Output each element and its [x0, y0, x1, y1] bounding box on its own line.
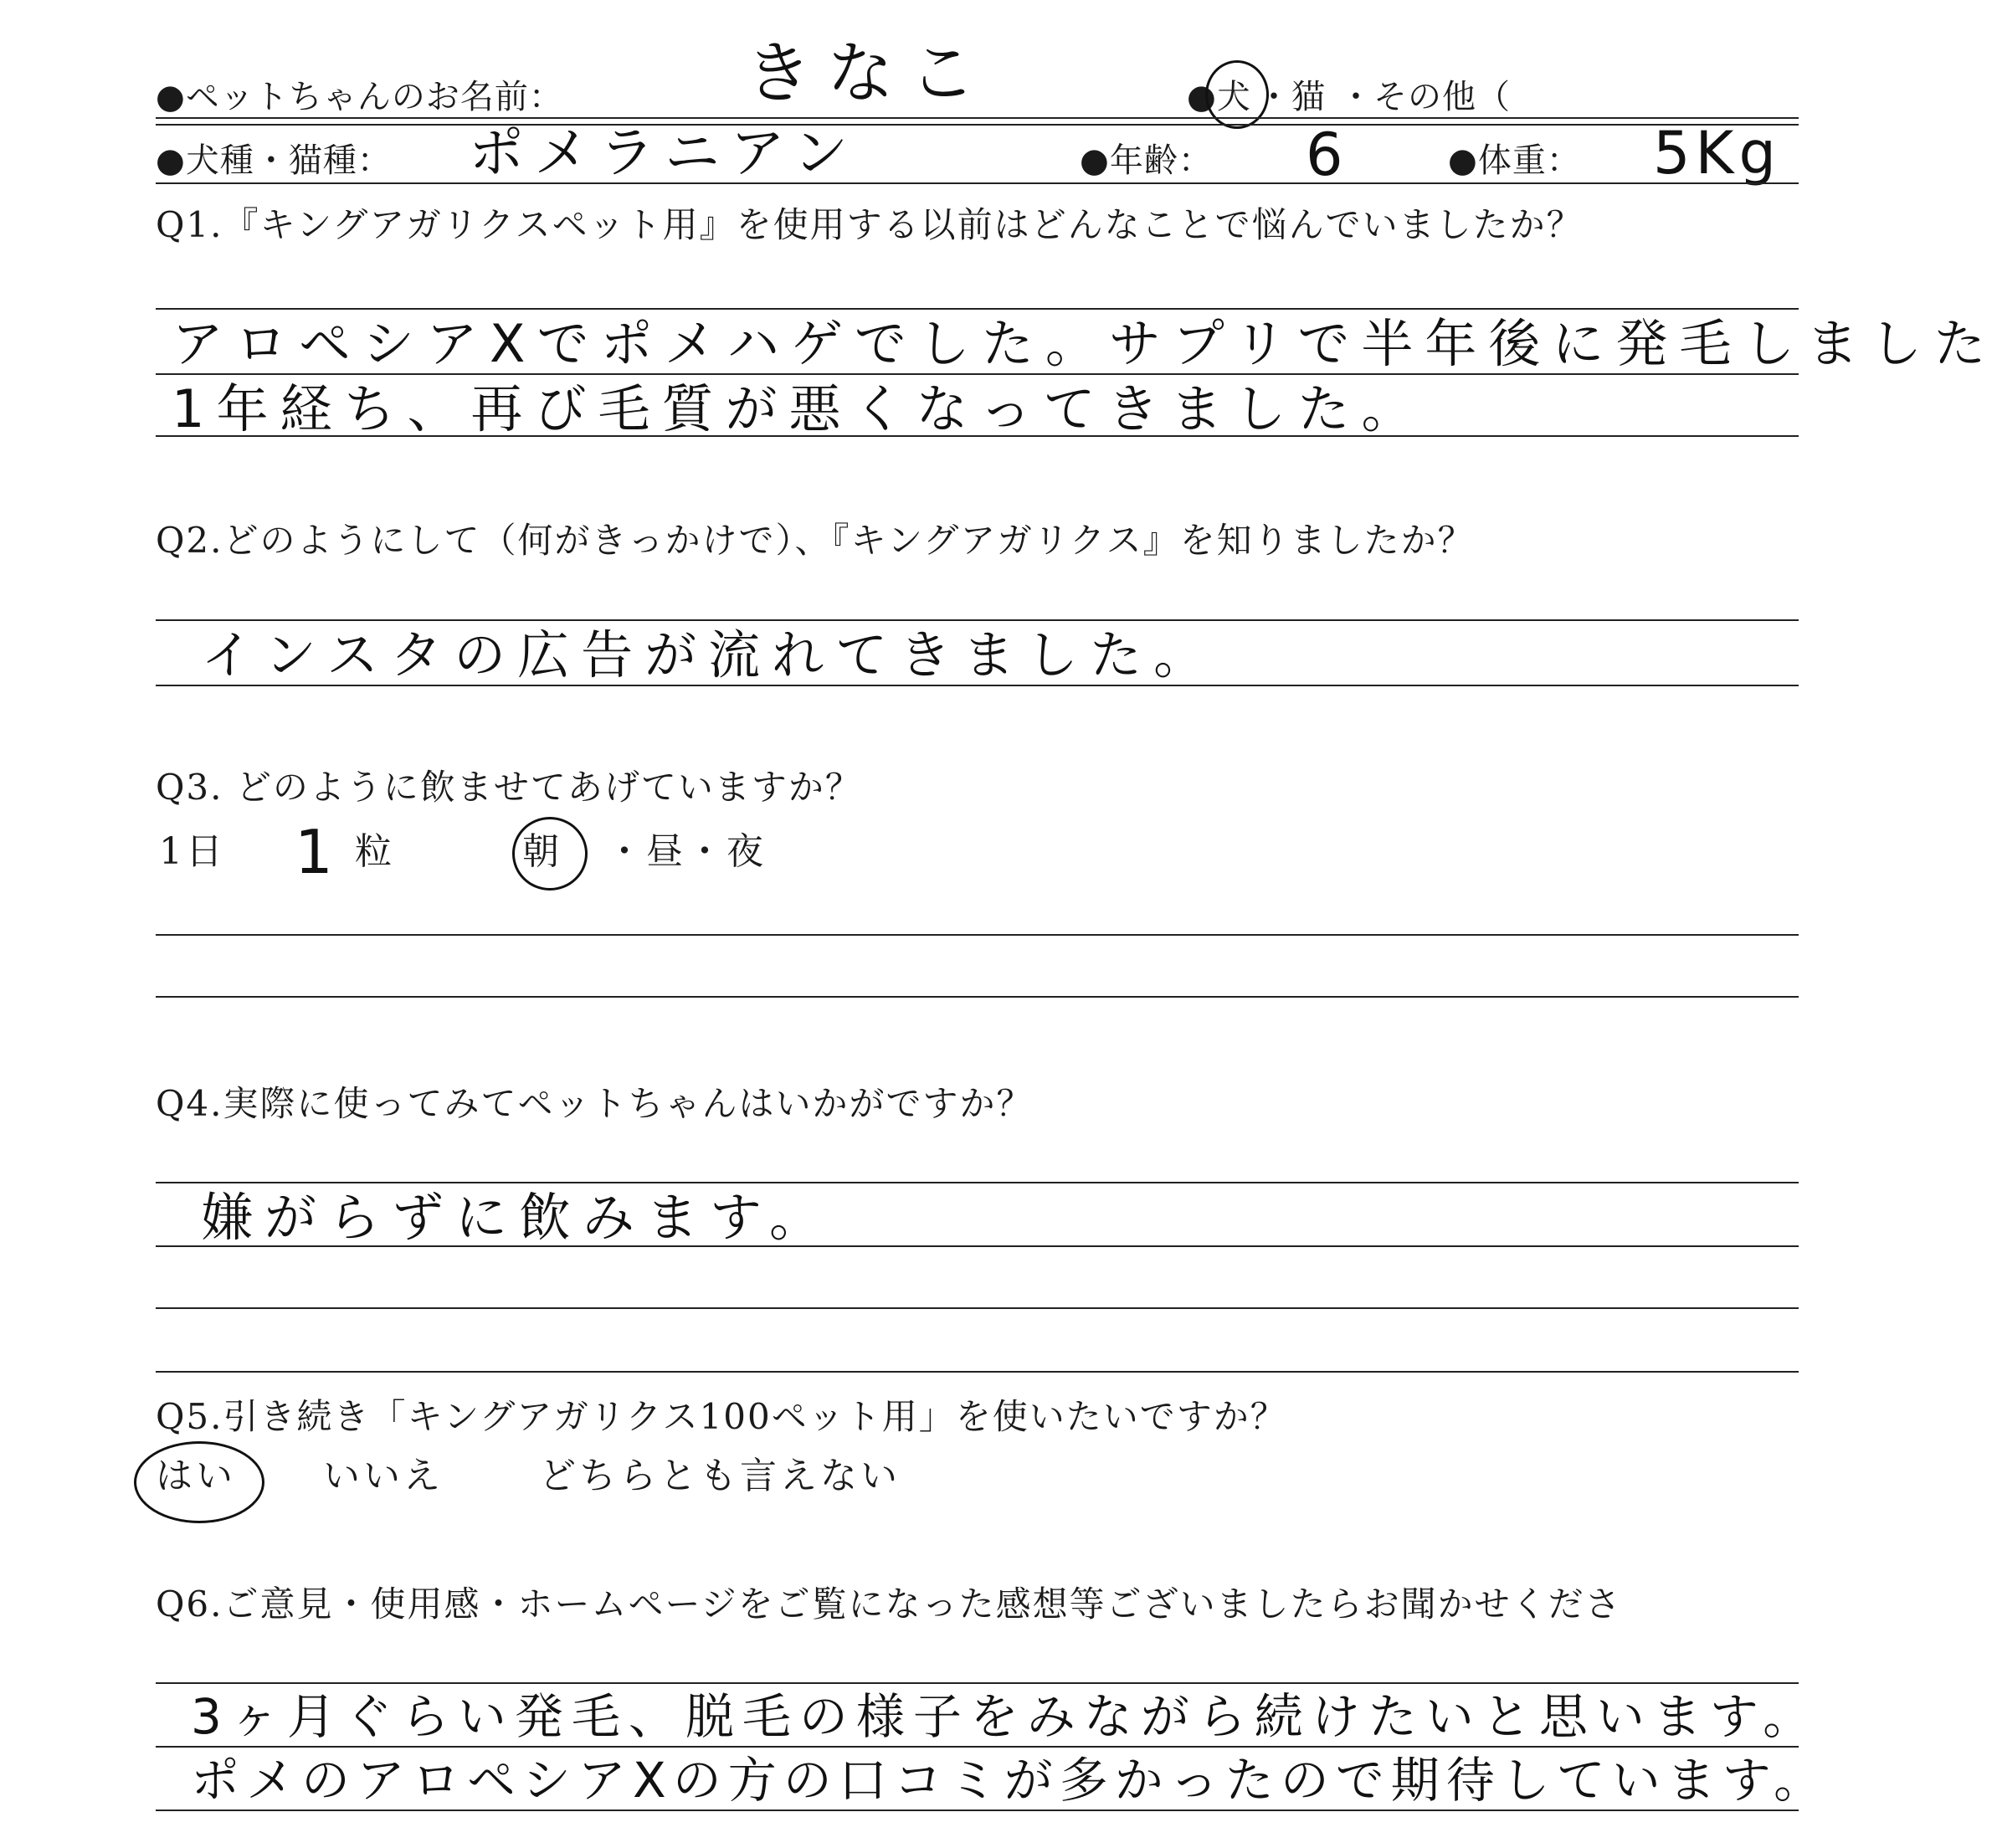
q1-answer-line-1: アロペシアXでポメハゲでした。サプリで半年後に発毛しました: [172, 313, 1997, 374]
header-rule-1a: [156, 117, 1799, 119]
q1-rule-3: [156, 435, 1799, 437]
q2-text: Q2.どのようにして（何がきっかけで）、『キングアガリクス』を知りましたか？: [156, 520, 1475, 561]
q5-option-no: いいえ: [323, 1455, 444, 1497]
q5-text: Q5.引き続き「キングアガリクス100ペット用」を使いたいですか？: [156, 1396, 1287, 1437]
age-value: 6: [1306, 121, 1343, 189]
q6-rule-1: [156, 1682, 1799, 1684]
pet-name-label: ●ペットちゃんのお名前：: [156, 78, 563, 116]
q5-option-neither: どちらとも言えない: [539, 1455, 901, 1497]
q6-rule-2: [156, 1746, 1799, 1748]
header-rule-2: [156, 182, 1799, 184]
q3-time-morning: 朝: [522, 830, 562, 873]
header-rule-1b: [156, 124, 1799, 126]
pet-name-value: きなこ: [745, 34, 991, 112]
q6-answer-line-1: 3ヶ月ぐらい発毛、脱毛の様子をみながら続けたいと思います。: [191, 1688, 1820, 1745]
q4-rule-4: [156, 1371, 1799, 1373]
q4-answer-line-1: 嫌がらずに飲みます。: [201, 1187, 834, 1248]
weight-value: 5Kg: [1653, 119, 1781, 187]
q1-rule-1: [156, 308, 1799, 310]
q4-rule-3: [156, 1307, 1799, 1309]
q3-rule-1: [156, 934, 1799, 936]
q6-text: Q6.ご意見・使用感・ホームページをご覧になった感想等ございましたらお聞かせくださ: [156, 1584, 1622, 1625]
weight-label: ●体重：: [1448, 141, 1581, 180]
q6-answer-line-2: ポメのアロペシアXの方の口コミが多かったので期待しています。: [191, 1752, 1830, 1809]
q1-answer-line-2: 1年経ち、再び毛質が悪くなってきました。: [172, 378, 1425, 439]
q3-time-noon: ・昼: [606, 830, 686, 873]
q5-selected-circle: [134, 1441, 264, 1523]
species-option-cat: ・猫: [1257, 78, 1326, 116]
q3-time-night: ・夜: [686, 830, 767, 873]
q3-count-unit: 粒: [355, 830, 395, 873]
q3-rule-2: [156, 996, 1799, 998]
q1-rule-2: [156, 373, 1799, 375]
species-option-dog: ●犬: [1187, 78, 1251, 116]
q3-day-label: 1日: [159, 830, 226, 873]
q6-rule-3: [156, 1810, 1799, 1811]
q2-rule-1: [156, 619, 1799, 621]
breed-label: ●犬種・猫種：: [156, 141, 392, 180]
q4-rule-2: [156, 1245, 1799, 1247]
q4-rule-1: [156, 1182, 1799, 1183]
q3-count-value: 1: [295, 817, 333, 887]
q2-answer-line-1: インスタの広告が流れてきました。: [201, 624, 1218, 685]
q1-text: Q1.『キングアガリクスペット用』を使用する以前はどんなことで悩んでいましたか？: [156, 204, 1584, 245]
breed-value: ポメラニアン: [469, 121, 859, 185]
q2-rule-2: [156, 685, 1799, 686]
q3-selected-circle: [512, 817, 588, 891]
q3-text: Q3. どのように飲ませてあげていますか？: [156, 767, 862, 808]
age-label: ●年齢：: [1080, 141, 1213, 180]
q5-option-yes: はい: [156, 1455, 236, 1497]
q4-text: Q4.実際に使ってみてペットちゃんはいかがですか？: [156, 1083, 1034, 1124]
species-option-other: ・その他（: [1339, 78, 1511, 116]
